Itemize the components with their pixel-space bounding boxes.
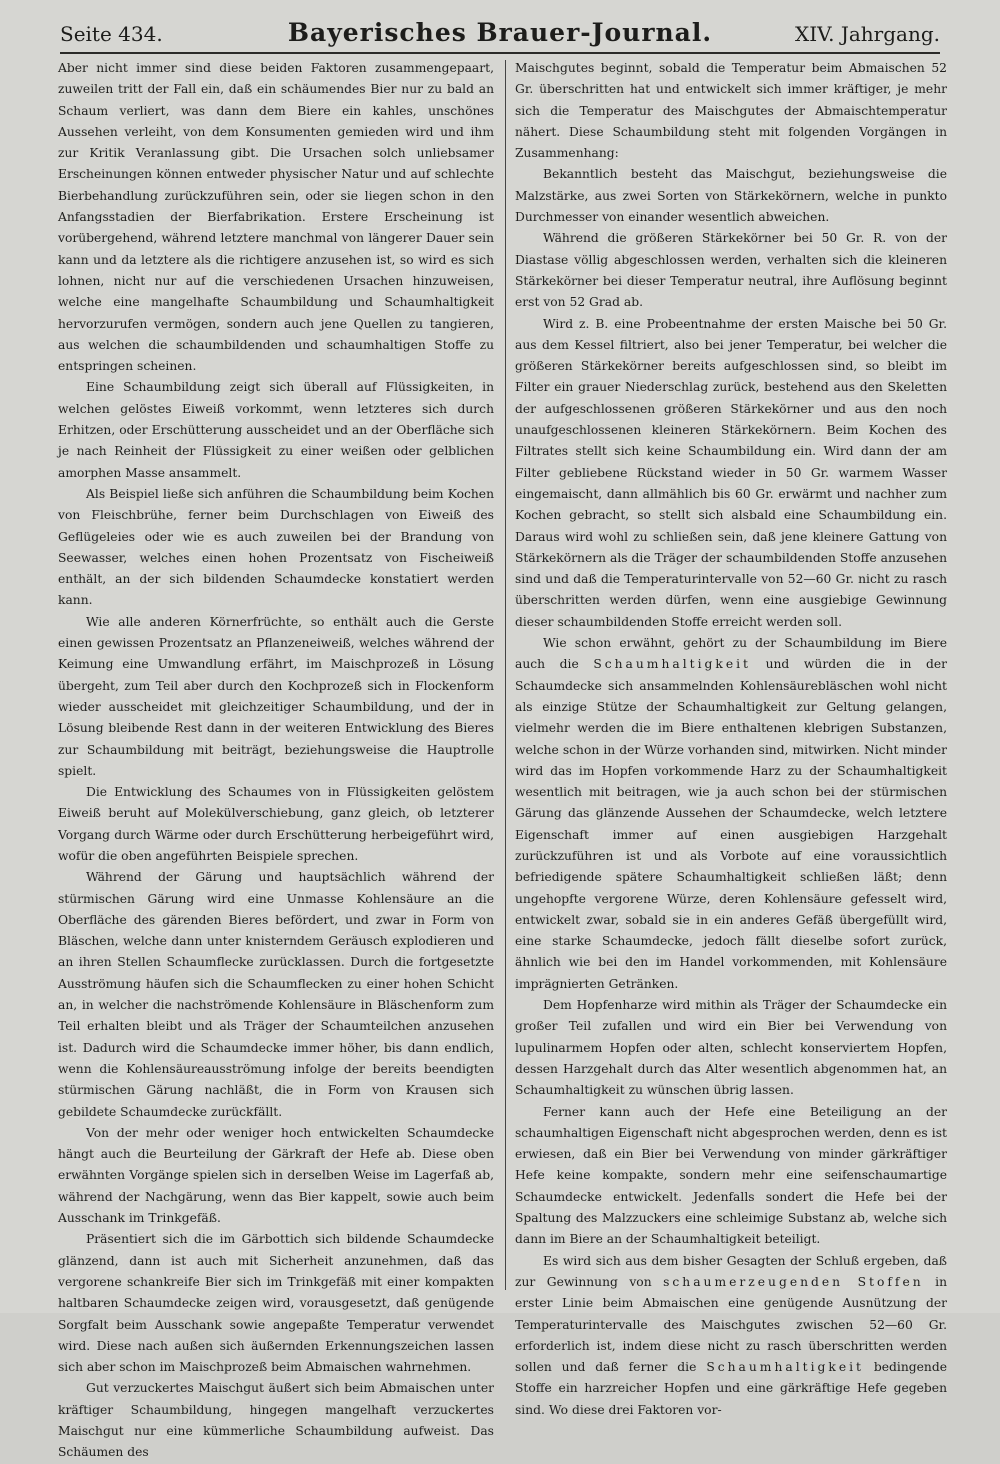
paragraph: Gut verzuckertes Maischgut äußert sich beim Abmaischen unter kräftiger Schaumbildung, hingegen mangelhaft verzuckertes Maischgut nur eine kümmerliche Schaumbildung aufweist. Das Schäumen des [58,1381,494,1460]
spaced-emphasis: Schaumhaltigkeit [706,1360,864,1375]
paragraph: Bekanntlich besteht das Maischgut, beziehungsweise die Malzstärke, aus zwei Sorten von Stärkekörnern, welche in punkto Durchmesser von einander wesentlich abweichen. [515,167,947,225]
paragraph: Dem Hopfenharze wird mithin als Träger der Schaumdecke ein großer Teil zufallen und wird ein Bier bei Verwendung von lupulinarmem Hopfen oder alten, schlecht konserviertem Hopfen, dessen Harzgehalt durch das Alter wesentlich abgenommen hat, an Schaumhaltigkeit zu wünschen übrig lassen. [515,998,947,1098]
paragraph: Maischgutes beginnt, sobald die Temperatur beim Abmaischen 52 Gr. überschritten hat und entwickelt sich immer kräftiger, je mehr sich die Temperatur des Maischgutes der Abmaischtemperatur nähert. Diese Schaumbildung steht mit folgenden Vorgängen in Zusammenhang: [515,61,947,161]
text-run: bedingende Stoffe ein harzreicher Hopfen und eine gärkräftige Hefe gegeben sind. Wo diese drei Faktoren vor- [515,1360,947,1417]
paragraph: Präsentiert sich die im Gärbottich sich bildende Schaumdecke glänzend, dann ist auch mit Sicherheit anzunehmen, daß das vergorene schankreife Bier sich im Trinkgefäß mit einer kompakten haltbaren Schaumdecke zeigen wird, vorausgesetzt, daß genügende Sorgfalt beim Ausschank sowie angepaßte Temperatur verwendet wird. Diese nach außen sich äußernden Erkennungszeichen lassen sich aber schon im Maischprozeß beim Abmaischen wahrnehmen. [58,1232,494,1375]
text-run: in erster Linie beim Abmaischen eine genügende Ausnützung der Temperaturintervalle des Maischgutes zwischen 52—60 Gr. erforderlich ist, indem diese nicht zu rasch überschritten werden sollen und daß ferner die [515,1274,947,1375]
paragraph: Von der mehr oder weniger hoch entwickelten Schaumdecke hängt auch die Beurteilung der Gärkraft der Hefe ab. Diese oben erwähnten Vorgänge spielen sich in derselben Weise im Lagerfaß ab, während der Nachgärung, wenn das Bier kappelt, sowie auch beim Ausschank im Trinkgefäß. [58,1125,494,1226]
volume-label: XIV. Jahrgang. [795,22,940,46]
right-column [515,58,947,1417]
header-rule [60,52,940,54]
paragraph [515,633,947,995]
text-run: Es wird sich aus dem bisher Gesagten der Schluß ergeben, daß zur Gewinnung von [515,1253,947,1289]
paragraph: Aber nicht immer sind diese beiden Faktoren zusammengepaart, zuweilen tritt der Fall ein, daß ein schäumendes Bier nur zu bald an Schaum verliert, was dann dem Biere ein kahles, unschönes Aussehen verleiht, von dem Konsumenten gemieden wird und ihm zur Kritik Veranlassung gibt. Die Ursachen solch unliebsamer Erscheinungen können entweder physischer Natur und auf schlechte Bierbehandlung zurückzuführen sein, oder sie liegen schon in den Anfangsstadien der Bierfabrikation. Erstere Erscheinung ist vorübergehend, während letztere manchmal von längerer Dauer sein kann und da letztere als die richtigere anzusehen ist, so wird es sich lohnen, nicht nur auf die verschiedenen Ursachen hinzuweisen, welche eine mangelhafte Schaumbildung und Schaumhaltigkeit hervorzurufen vermögen, sondern auch jene Quellen zu tangieren, aus welchen die schaumbildenden und schaumhaltigen Stoffe zu entspringen scheinen. [58,61,494,374]
paragraph: Wie alle anderen Körnerfrüchte, so enthält auch die Gerste einen gewissen Prozentsatz an Pflanzeneiweiß, welches während der Keimung eine Umwandlung erfährt, im Maischprozeß in Lösung übergeht, zum Teil aber durch den Kochprozeß sich in Flockenform wieder ausscheidet mit gleichzeitiger Schaumbildung, und der in Lösung bleibende Rest dann in der weiteren Entwicklung des Bieres zur Schaumbildung mit beiträgt, beziehungsweise die Hauptrolle spielt. [58,614,494,778]
paragraph: Eine Schaumbildung zeigt sich überall auf Flüssigkeiten, in welchen gelöstes Eiweiß vorkommt, wenn letzteres sich durch Erhitzen, oder Erschütterung ausscheidet und an der Oberfläche sich je nach Reinheit der Flüssigkeit zu einer weißen oder gelblichen amorphen Masse ansammelt. [58,380,494,480]
paragraph: Während der Gärung und hauptsächlich während der stürmischen Gärung wird eine Unmasse Kohlensäure an die Oberfläche des gärenden Bieres befördert, und zwar in Form von Bläschen, welche dann unter knisterndem Geräusch explodieren und an ihren Stellen Schaumflecke zurücklassen. Durch die fortgesetzte Ausströmung häufen sich die Schaumflecken zu einer hohen Schicht an, in welcher die nachströmende Kohlensäure in Bläschenform zum Teil erhalten bleibt und als Träger der Schaumteilchen anzusehen ist. Dadurch wird die Schaumdecke immer höher, bis dann endlich, wenn die Kohlensäureausströmung infolge der bereits beendigten stürmischen Gärung nachläßt, die in Form von Krausen sich gebildete Schaumdecke zurückfällt. [58,870,494,1119]
paragraph: Die Entwicklung des Schaumes von in Flüssigkeiten gelöstem Eiweiß beruht auf Molekülverschiebung, ganz gleich, ob letzterer Vorgang durch Wärme oder durch Erschütterung herbeigeführt wird, wofür die oben angeführten Beispiele sprechen. [58,785,494,863]
paragraph: Wird z. B. eine Probeentnahme der ersten Maische bei 50 Gr. aus dem Kessel filtriert, also bei jener Temperatur, bei welcher die größeren Stärkekörner bereits aufgeschlossen sind, so bleibt im Filter ein grauer Niederschlag zurück, bestehend aus den Skeletten der aufgeschlossenen größeren Stärkekörner und aus den noch unaufgeschlossenen kleineren Stärkekörnern. Beim Kochen des Filtrates stellt sich keine Schaumbildung ein. Wird dann der am Filter gebliebene Rückstand wieder in 50 Gr. warmem Wasser eingemaischt, dann allmählich bis 60 Gr. erwärmt und nachher zum Kochen gebracht, so stellt sich alsbald eine Schaumbildung ein. Daraus wird wohl zu schließen sein, daß jene kleinere Gattung von Stärkekörnern als die Träger der schaumbildenden Stoffe anzusehen sind und daß die Temperaturintervalle von 52—60 Gr. nicht zu rasch überschritten werden dürfen, wenn eine ausgiebige Gewinnung dieser schaumbildenden Stoffe erreicht werden soll. [515,316,947,629]
paragraph [515,1251,947,1421]
paragraph: Ferner kann auch der Hefe eine Beteiligung an der schaumhaltigen Eigenschaft nicht abgesprochen werden, denn es ist erwiesen, daß ein Bier bei Verwendung von minder gärkräftiger Hefe keine kompakte, sondern mehr eine seifenschaumartige Schaumdecke entwickelt. Jedenfalls sondert die Hefe bei der Spaltung des Malzzuckers eine schleimige Substanz ab, welche sich dann im Biere an der Schaumhaltigkeit beteiligt. [515,1104,947,1247]
page-header [60,14,940,54]
left-column [58,58,494,1460]
spaced-emphasis: schaumerzeugenden Stoffen [663,1274,924,1289]
page-number: Seite 434. [60,22,163,46]
column-divider [505,60,506,1290]
text-run: Wie schon erwähnt, gehört zu der Schaumbildung im Biere auch die [515,636,947,672]
paragraph: Als Beispiel ließe sich anführen die Schaumbildung beim Kochen von Fleischbrühe, ferner beim Durchschlagen von Eiweiß des Geflügeleies oder wie es auch zuweilen bei der Brandung von Seewasser, welches einen hohen Prozentsatz von Fischeiweiß enthält, an der sich bildenden Schaumdecke konstatiert werden kann. [58,486,494,608]
spaced-emphasis: Schaumhaltigkeit [593,657,751,672]
paragraph: Während die größeren Stärkekörner bei 50 Gr. R. von der Diastase völlig abgeschlossen werden, verhalten sich die kleineren Stärkekörner bei dieser Temperatur neutral, ihre Auflösung beginnt erst von 52 Grad ab. [515,231,947,310]
text-run: und würden die in der Schaumdecke sich ansammelnden Kohlensäurebläschen wohl nicht als einzige Stütze der Schaumhaltigkeit zur Geltung gelangen, vielmehr werden die im Biere enthaltenen klebrigen Substanzen, welche schon in der Würze vorhanden sind, mitwirken. Nicht minder wird das im Hopfen vorkommende Harz zu der Schaumhaltigkeit wesentlich mit beitragen, wie ja auch schon bei der stürmischen Gärung das glänzende Aussehen der Schaumdecke, welch letztere Eigenschaft immer auf einen ausgiebigen Harzgehalt zurückzuführen ist und als Vorbote auf eine voraussichtlich befriedigende spätere Schaumhaltigkeit schließen läßt; denn ungehopfte vergorene Würze, deren Kohlensäure gefesselt wird, entwickelt zwar, sobald sie in ein anderes Gefäß übergefüllt wird, eine starke Schaumdecke, jedoch fällt dieselbe sofort zurück, ähnlich wie bei den im Handel vorkommenden, mit Kohlensäure imprägnierten Getränken. [515,657,947,991]
journal-title: Bayerisches Brauer-Journal. [287,18,713,47]
